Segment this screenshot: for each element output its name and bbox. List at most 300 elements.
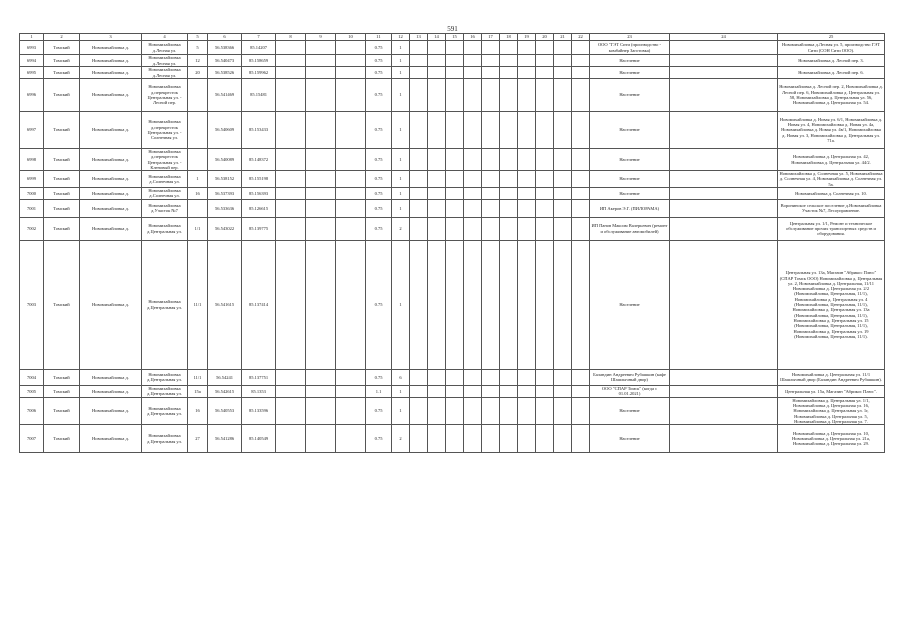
column-number-cell: 5 xyxy=(188,34,208,41)
column-number-cell: 18 xyxy=(500,34,518,41)
cell-empty xyxy=(572,171,590,188)
cell-empty xyxy=(536,67,554,79)
cell-empty xyxy=(518,67,536,79)
column-number-cell: 11 xyxy=(366,34,392,41)
cell-empty xyxy=(276,79,306,112)
cell-lat: 56.542615 xyxy=(208,385,242,397)
cell-house: 11/1 xyxy=(188,240,208,369)
cell-cnt: 1 xyxy=(392,199,410,217)
cell-street: Новомихайловка д.перекресток Центральная ул. - Кленовый пер. xyxy=(142,149,188,171)
column-number-cell: 14 xyxy=(428,34,446,41)
cell-empty xyxy=(572,397,590,424)
cell-empty xyxy=(500,41,518,55)
cell-empty xyxy=(276,188,306,200)
cell-owner: Население xyxy=(590,171,670,188)
cell-empty xyxy=(554,55,572,67)
cell-empty xyxy=(464,199,482,217)
cell-vol: 0.75 xyxy=(366,149,392,171)
table-row xyxy=(20,41,885,55)
cell-empty xyxy=(518,397,536,424)
cell-empty xyxy=(446,397,464,424)
cell-empty xyxy=(554,171,572,188)
cell-empty xyxy=(536,112,554,149)
cell-street: Новомихайловка д.Центральная ул. xyxy=(142,425,188,453)
column-number-cell: 16 xyxy=(464,34,482,41)
cell-cnt: 1 xyxy=(392,397,410,424)
cell-empty xyxy=(410,55,428,67)
cell-empty xyxy=(572,149,590,171)
cell-vol: 0.75 xyxy=(366,397,392,424)
cell-empty xyxy=(446,425,464,453)
cell-owner: ООО "СПАР Томск" (когда с 01.01.2021) xyxy=(590,385,670,397)
cell-empty xyxy=(306,149,336,171)
cell-addresses: Воронинское сельское поселение д.Новомихайловка Участок №7, Лесоуправление. xyxy=(778,199,885,217)
cell-empty xyxy=(482,240,500,369)
cell-owner: ИП Панов Максим Валерьевич (ремонт и обслуживание автомобилей) xyxy=(590,217,670,240)
cell-empty xyxy=(276,385,306,397)
cell-empty xyxy=(410,79,428,112)
cell-empty xyxy=(536,79,554,112)
cell-empty xyxy=(276,425,306,453)
cell-empty xyxy=(306,188,336,200)
cell-district: Томский xyxy=(44,240,80,369)
cell-empty xyxy=(336,369,366,385)
cell-empty xyxy=(428,149,446,171)
cell-addresses: Новомихайловка д. Центральная ул. 1/1, Новомихайловка д. Центральная ул. 16, Новомихайловка д. Центральная ул. 1г, Новомихайловка д. Центральная ул. 5, Новомихайловка д. Центральная ул. 7. xyxy=(778,397,885,424)
cell-house: 11/1 xyxy=(188,369,208,385)
cell-cnt: 1 xyxy=(392,55,410,67)
cell-empty xyxy=(554,79,572,112)
cell-lat: 56.54241 xyxy=(208,369,242,385)
cell-empty xyxy=(536,41,554,55)
cell-lat: 56.538526 xyxy=(208,67,242,79)
cell-empty xyxy=(446,240,464,369)
cell-empty xyxy=(306,199,336,217)
cell-empty xyxy=(482,55,500,67)
cell-cnt: 1 xyxy=(392,112,410,149)
cell-empty xyxy=(306,67,336,79)
cell-empty xyxy=(518,369,536,385)
cell-empty xyxy=(428,112,446,149)
cell-street: Новомихайловка д.Солнечная ул. xyxy=(142,171,188,188)
column-number-cell: 24 xyxy=(670,34,778,41)
cell-street: Новомихайловка д.Лесная ул. xyxy=(142,55,188,67)
cell-lon: 85.14207 xyxy=(242,41,276,55)
cell-addresses: Новомихайловка д. Лесной пер. 2, Новомихайловка д. Лесной пер. 6, Новомихайловка д. Центральная ул. 58, Новомихайловка д. Центральная ул. 56, Новомихайловка д. Центральная ул. 54. xyxy=(778,79,885,112)
cell-house: 1/1 xyxy=(188,217,208,240)
cell-settlement: Новомихайловка д. xyxy=(80,188,142,200)
cell-empty xyxy=(554,217,572,240)
column-number-cell: 2 xyxy=(44,34,80,41)
cell-empty xyxy=(410,240,428,369)
cell-empty xyxy=(670,149,778,171)
cell-empty xyxy=(410,397,428,424)
cell-id: 6994 xyxy=(20,55,44,67)
cell-empty xyxy=(572,385,590,397)
cell-empty xyxy=(518,425,536,453)
cell-settlement: Новомихайловка д. xyxy=(80,67,142,79)
cell-empty xyxy=(276,55,306,67)
column-number-cell: 6 xyxy=(208,34,242,41)
cell-empty xyxy=(306,425,336,453)
cell-empty xyxy=(410,369,428,385)
cell-empty xyxy=(554,149,572,171)
cell-empty xyxy=(670,67,778,79)
cell-district: Томский xyxy=(44,188,80,200)
cell-empty xyxy=(482,79,500,112)
cell-vol: 0.75 xyxy=(366,188,392,200)
cell-empty xyxy=(572,79,590,112)
cell-addresses: Новомихайловка д. Центральная ул. 10, Новомихайловка д. Центральная ул. 21а, Новомихайловка д. Центральная ул. 29. xyxy=(778,425,885,453)
cell-house: 12 xyxy=(188,55,208,67)
cell-addresses: Новомихайловка д. Солнечная ул. 5, Новомихайловка д. Солнечная ул. 4, Новомихайловка д. Солнечная ул. 5а. xyxy=(779,171,883,187)
cell-owner: Население xyxy=(590,55,670,67)
cell-empty xyxy=(518,149,536,171)
cell-addresses: Новомихайловка д. Лесной пер. 3. xyxy=(778,55,885,67)
cell-empty xyxy=(336,425,366,453)
cell-empty xyxy=(306,397,336,424)
cell-lat: 56.538366 xyxy=(208,41,242,55)
cell-empty xyxy=(500,55,518,67)
cell-empty xyxy=(670,188,778,200)
cell-empty xyxy=(536,369,554,385)
cell-district: Томский xyxy=(44,149,80,171)
cell-empty xyxy=(336,112,366,149)
cell-empty xyxy=(482,425,500,453)
cell-empty xyxy=(276,112,306,149)
cell-empty xyxy=(306,79,336,112)
cell-empty xyxy=(482,217,500,240)
cell-empty xyxy=(670,112,778,149)
cell-empty xyxy=(336,149,366,171)
cell-cnt: 1 xyxy=(392,149,410,171)
cell-empty xyxy=(518,41,536,55)
cell-empty xyxy=(554,425,572,453)
cell-empty xyxy=(410,149,428,171)
cell-empty xyxy=(446,112,464,149)
cell-empty xyxy=(428,67,446,79)
cell-addresses: Новомихайловка д. Солнечная ул. 10. xyxy=(778,188,885,200)
cell-cnt: 1 xyxy=(392,41,410,55)
cell-empty xyxy=(464,55,482,67)
cell-empty xyxy=(482,199,500,217)
cell-lat: 56.541615 xyxy=(208,240,242,369)
cell-empty xyxy=(500,149,518,171)
column-number-cell: 1 xyxy=(20,34,44,41)
cell-empty xyxy=(336,79,366,112)
cell-empty xyxy=(500,385,518,397)
cell-empty xyxy=(670,171,778,188)
cell-empty xyxy=(518,79,536,112)
cell-empty xyxy=(464,240,482,369)
cell-empty xyxy=(428,79,446,112)
cell-empty xyxy=(518,112,536,149)
cell-settlement: Новомихайловка д. xyxy=(80,199,142,217)
column-number-cell: 20 xyxy=(536,34,554,41)
cell-empty xyxy=(276,369,306,385)
table-row xyxy=(20,240,885,369)
cell-vol: 0.75 xyxy=(366,112,392,149)
column-number-cell: 9 xyxy=(306,34,336,41)
cell-empty xyxy=(518,385,536,397)
cell-id: 6999 xyxy=(20,171,44,188)
cell-district: Томский xyxy=(44,55,80,67)
cell-empty xyxy=(572,188,590,200)
cell-house: 1 xyxy=(188,171,208,188)
cell-empty xyxy=(572,55,590,67)
cell-empty xyxy=(670,79,778,112)
cell-empty xyxy=(428,240,446,369)
cell-empty xyxy=(482,397,500,424)
cell-district: Томский xyxy=(44,397,80,424)
cell-empty xyxy=(410,385,428,397)
cell-empty xyxy=(500,217,518,240)
cell-house: 5 xyxy=(188,41,208,55)
cell-settlement: Новомихайловка д. xyxy=(80,149,142,171)
cell-district: Томский xyxy=(44,79,80,112)
cell-lat: 56.541469 xyxy=(208,79,242,112)
cell-empty xyxy=(554,112,572,149)
cell-empty xyxy=(500,425,518,453)
cell-empty xyxy=(306,240,336,369)
cell-empty xyxy=(306,55,336,67)
cell-owner: Баландин Андреевич Рубашкин (кафе Шашлычный двор) xyxy=(590,369,670,385)
cell-cnt: 2 xyxy=(392,217,410,240)
cell-empty xyxy=(276,397,306,424)
cell-empty xyxy=(464,41,482,55)
cell-empty xyxy=(464,385,482,397)
cell-lon: 85.1353 xyxy=(242,385,276,397)
cell-empty xyxy=(428,188,446,200)
cell-lat: 56.541286 xyxy=(208,425,242,453)
cell-empty xyxy=(428,55,446,67)
cell-owner: ООО "ГЭТ Сити (производство - комбайнер Заготовка) xyxy=(590,41,670,55)
cell-addresses: Новомихайловка д. Центральная ул. 11/1 Шашлычный двор (Баландин Андреевич Рубашкин). xyxy=(778,369,885,385)
cell-empty xyxy=(446,149,464,171)
column-number-cell: 10 xyxy=(336,34,366,41)
cell-vol: 0.75 xyxy=(366,55,392,67)
cell-id: 7000 xyxy=(20,188,44,200)
cell-settlement: Новомихайловка д. xyxy=(80,112,142,149)
cell-empty xyxy=(554,67,572,79)
cell-empty xyxy=(482,385,500,397)
cell-empty xyxy=(500,369,518,385)
cell-empty xyxy=(410,425,428,453)
cell-empty xyxy=(410,112,428,149)
cell-empty xyxy=(572,240,590,369)
cell-owner: Население xyxy=(590,397,670,424)
cell-empty xyxy=(500,112,518,149)
cell-id: 6997 xyxy=(20,112,44,149)
cell-empty xyxy=(306,171,336,188)
cell-lon: 85.137751 xyxy=(242,369,276,385)
cell-empty xyxy=(336,188,366,200)
cell-vol: 0.75 xyxy=(366,171,392,188)
cell-empty xyxy=(428,397,446,424)
cell-cnt: 1 xyxy=(392,240,410,369)
cell-empty xyxy=(428,385,446,397)
cell-empty xyxy=(464,67,482,79)
cell-empty xyxy=(464,397,482,424)
cell-house: 16 xyxy=(188,188,208,200)
cell-lon: 85.137414 xyxy=(242,240,276,369)
table-row xyxy=(20,112,885,149)
cell-empty xyxy=(410,67,428,79)
cell-street: Новомихайловка д.Центральная ул. xyxy=(142,369,188,385)
cell-empty xyxy=(554,397,572,424)
cell-empty xyxy=(500,79,518,112)
cell-empty xyxy=(336,397,366,424)
cell-empty xyxy=(446,55,464,67)
cell-id: 7006 xyxy=(20,397,44,424)
cell-lon: 85.159962 xyxy=(242,67,276,79)
cell-owner: Население xyxy=(590,79,670,112)
cell-empty xyxy=(536,188,554,200)
cell-empty xyxy=(518,55,536,67)
cell-empty xyxy=(306,369,336,385)
cell-lon: 85.153433 xyxy=(242,112,276,149)
cell-lon: 85.133596 xyxy=(242,397,276,424)
cell-empty xyxy=(410,41,428,55)
cell-addresses: Новомихайловка д. Лесной пер. 6. xyxy=(778,67,885,79)
cell-street: Новомихайловка д.Центральная ул. xyxy=(142,385,188,397)
cell-district: Томский xyxy=(44,199,80,217)
cell-vol: 0.75 xyxy=(366,79,392,112)
cell-empty xyxy=(336,55,366,67)
cell-house xyxy=(188,79,208,112)
cell-street: Новомихайловка д.перекресток Центральная ул. - Лесной пер. xyxy=(142,79,188,112)
cell-empty xyxy=(428,369,446,385)
cell-empty xyxy=(536,385,554,397)
cell-empty xyxy=(554,188,572,200)
cell-empty xyxy=(446,385,464,397)
cell-owner: Население xyxy=(590,240,670,369)
cell-lon: 85.15481 xyxy=(242,79,276,112)
cell-empty xyxy=(554,369,572,385)
cell-id: 6995 xyxy=(20,67,44,79)
cell-empty xyxy=(500,171,518,188)
cell-empty xyxy=(670,385,778,397)
cell-empty xyxy=(482,369,500,385)
cell-empty xyxy=(500,67,518,79)
cell-street: Новомихайловка д.Лесная ул. xyxy=(142,41,188,55)
cell-empty xyxy=(446,188,464,200)
cell-empty xyxy=(428,217,446,240)
cell-empty xyxy=(482,112,500,149)
cell-empty xyxy=(536,199,554,217)
cell-house xyxy=(188,199,208,217)
cell-empty xyxy=(670,397,778,424)
cell-empty xyxy=(336,385,366,397)
page-number: 591 xyxy=(447,25,458,33)
cell-empty xyxy=(336,217,366,240)
cell-settlement: Новомихайловка д. xyxy=(80,79,142,112)
cell-lat: 56.538152 xyxy=(208,171,242,188)
cell-empty xyxy=(306,385,336,397)
cell-empty xyxy=(464,79,482,112)
cell-empty xyxy=(464,425,482,453)
cell-empty xyxy=(536,240,554,369)
cell-empty xyxy=(464,217,482,240)
cell-empty xyxy=(336,240,366,369)
cell-owner: Население xyxy=(590,188,670,200)
cell-empty xyxy=(482,41,500,55)
cell-empty xyxy=(536,171,554,188)
registry-table xyxy=(19,33,885,453)
cell-id: 6998 xyxy=(20,149,44,171)
table-row xyxy=(20,67,885,79)
cell-cnt: 6 xyxy=(392,369,410,385)
cell-empty xyxy=(670,217,778,240)
cell-cnt: 1 xyxy=(392,67,410,79)
cell-empty xyxy=(554,41,572,55)
cell-empty xyxy=(446,171,464,188)
cell-street: Новомихайловка д.Солнечная ул. xyxy=(142,188,188,200)
cell-district: Томский xyxy=(44,67,80,79)
cell-empty xyxy=(276,41,306,55)
cell-empty xyxy=(482,149,500,171)
cell-id: 6993 xyxy=(20,41,44,55)
cell-empty xyxy=(336,199,366,217)
cell-empty xyxy=(670,41,778,55)
cell-lon: 85.148372 xyxy=(242,149,276,171)
cell-empty xyxy=(500,240,518,369)
cell-owner: Население xyxy=(590,149,670,171)
cell-district: Томский xyxy=(44,217,80,240)
cell-vol: 1.1 xyxy=(366,385,392,397)
cell-street: Новомихайловка д.перекресток Центральная ул. - Солнечная ул. xyxy=(142,112,188,149)
cell-cnt: 1 xyxy=(392,188,410,200)
cell-house xyxy=(188,112,208,149)
cell-owner: Население xyxy=(590,425,670,453)
cell-lon: 85.140549 xyxy=(242,425,276,453)
cell-empty xyxy=(276,217,306,240)
cell-cnt: 2 xyxy=(392,425,410,453)
column-number-cell: 8 xyxy=(276,34,306,41)
cell-district: Томский xyxy=(44,369,80,385)
cell-empty xyxy=(464,112,482,149)
table-row xyxy=(20,397,885,424)
cell-empty xyxy=(336,41,366,55)
cell-empty xyxy=(446,369,464,385)
cell-empty xyxy=(572,112,590,149)
column-number-cell: 25 xyxy=(778,34,885,41)
cell-empty xyxy=(536,149,554,171)
cell-settlement: Новомихайловка д. xyxy=(80,55,142,67)
cell-empty xyxy=(428,171,446,188)
cell-empty xyxy=(464,171,482,188)
cell-street: Новомихайловка д.Центральная ул. xyxy=(142,240,188,369)
cell-street: Новомихайловка д.Участок №7 xyxy=(142,199,188,217)
column-number-cell: 15 xyxy=(446,34,464,41)
cell-addresses: Новомихайловка д. Центральная ул. 42, Новомихайловка д. Центральная ул. 44/2. xyxy=(778,149,885,171)
cell-empty xyxy=(276,240,306,369)
cell-district: Томский xyxy=(44,112,80,149)
cell-empty xyxy=(536,425,554,453)
column-number-cell: 23 xyxy=(590,34,670,41)
cell-settlement: Новомихайловка д. xyxy=(80,385,142,397)
cell-id: 7004 xyxy=(20,369,44,385)
cell-addresses: Центральная ул. 13а, Магазин "Абрикос Плюс" (СПАР Томск ООО) Новомихайловка д. Центральная ул. 2, Новомихайловка д. Центральная, 11/11 Новомихайловка д. Центральная ул. 2/2 (Новомихайловка, Центральная, 11/1), Новомихайловка д. Центральная ул. 4 (Новомихайловка, Центральная, 11/1), Новомихайловка д. Центральная ул. 13а (Новомихайловка, Центральная, 11/1), Новомихайловка д. Центральная ул. 15 (Новомихайловка, Центральная, 11/1), Новомихайловка д. Центральная ул. 19 (Новомихайловка, Центральная, 11/1). xyxy=(778,240,885,369)
table-row xyxy=(20,149,885,171)
column-number-cell: 7 xyxy=(242,34,276,41)
table-row xyxy=(20,217,885,240)
cell-settlement: Новомихайловка д. xyxy=(80,217,142,240)
column-number-cell: 13 xyxy=(410,34,428,41)
cell-empty xyxy=(428,199,446,217)
cell-addresses: Новомихайловка д. Новая ул. 6/1, Новомихайловка д. Новая ул. 4, Новомихайловка д. Новая ул. 4а, Новомихайловка д. Новая ул. 4в/1, Новомихайловка д. Новая ул. 3, Новомихайловка д. Центральная ул. 71а. xyxy=(778,112,885,149)
cell-empty xyxy=(276,149,306,171)
